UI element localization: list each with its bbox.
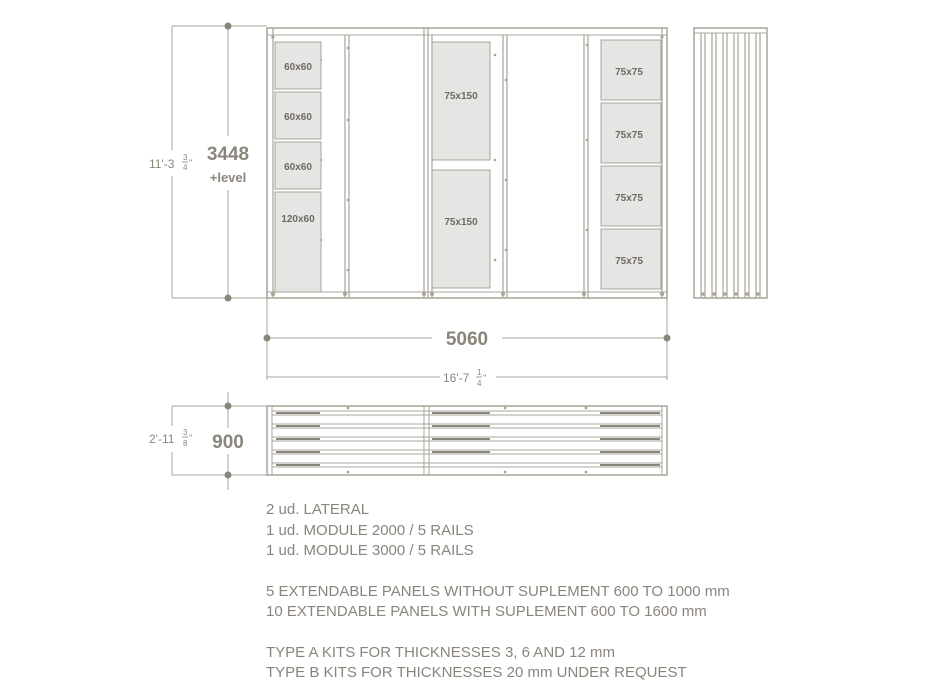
panels-center <box>432 42 490 288</box>
panel-left-4 <box>275 192 321 292</box>
note-spacer <box>266 562 730 582</box>
panel-label: 75x75 <box>615 193 643 204</box>
height-mm: 3448 <box>206 144 250 165</box>
width-imperial-num: 1 <box>477 368 482 377</box>
specification-notes <box>266 500 730 684</box>
depth-imperial-num: 3 <box>183 428 188 437</box>
depth-imperial-den: 8 <box>183 439 188 448</box>
panel-label: 60x60 <box>284 162 312 173</box>
note-line: 2 ud. LATERAL <box>266 501 370 518</box>
panel-label: 75x150 <box>444 91 478 102</box>
width-imperial-whole: 16'-7 <box>443 371 470 385</box>
panel-label: 75x75 <box>615 256 643 267</box>
panel-label: 75x75 <box>615 67 643 78</box>
note-line: 1 ud. MODULE 3000 / 5 RAILS <box>266 542 474 559</box>
depth-imperial-suffix: " <box>189 433 193 443</box>
note-line: 10 EXTENDABLE PANELS WITH SUPLEMENT 600 TO 1600 mm <box>266 603 707 620</box>
note-line: 1 ud. MODULE 2000 / 5 RAILS <box>266 521 474 539</box>
height-imperial-whole: 11'-3 <box>149 157 175 171</box>
height-imperial-suffix: " <box>189 158 193 168</box>
width-imperial-suffix: " <box>483 373 487 383</box>
note-line: TYPE A KITS FOR THICKNESSES 3, 6 AND 12 mm <box>266 643 615 661</box>
top-view <box>267 406 667 475</box>
panel-label: 60x60 <box>284 62 312 73</box>
width-imperial-den: 4 <box>477 379 482 388</box>
note-line: 5 EXTENDABLE PANELS WITHOUT SUPLEMENT 600 TO 1000 mm <box>266 582 730 600</box>
depth-mm: 900 <box>212 432 244 453</box>
front-view <box>267 28 667 298</box>
side-view <box>694 28 767 298</box>
panel-label: 75x75 <box>615 130 643 141</box>
panel-label: 120x60 <box>281 214 315 225</box>
depth-imperial-whole: 2'-11 <box>149 432 175 446</box>
panel-label: 75x150 <box>444 217 478 228</box>
height-imperial-den: 4 <box>183 163 188 172</box>
panel-center-2 <box>432 170 490 288</box>
height-imperial-num: 3 <box>183 153 188 162</box>
height-note: +level <box>209 170 247 185</box>
width-mm: 5060 <box>445 329 489 350</box>
panel-label: 60x60 <box>284 112 312 123</box>
note-spacer <box>266 623 730 643</box>
note-line: TYPE B KITS FOR THICKNESSES 20 mm UNDER REQUEST <box>266 664 687 681</box>
